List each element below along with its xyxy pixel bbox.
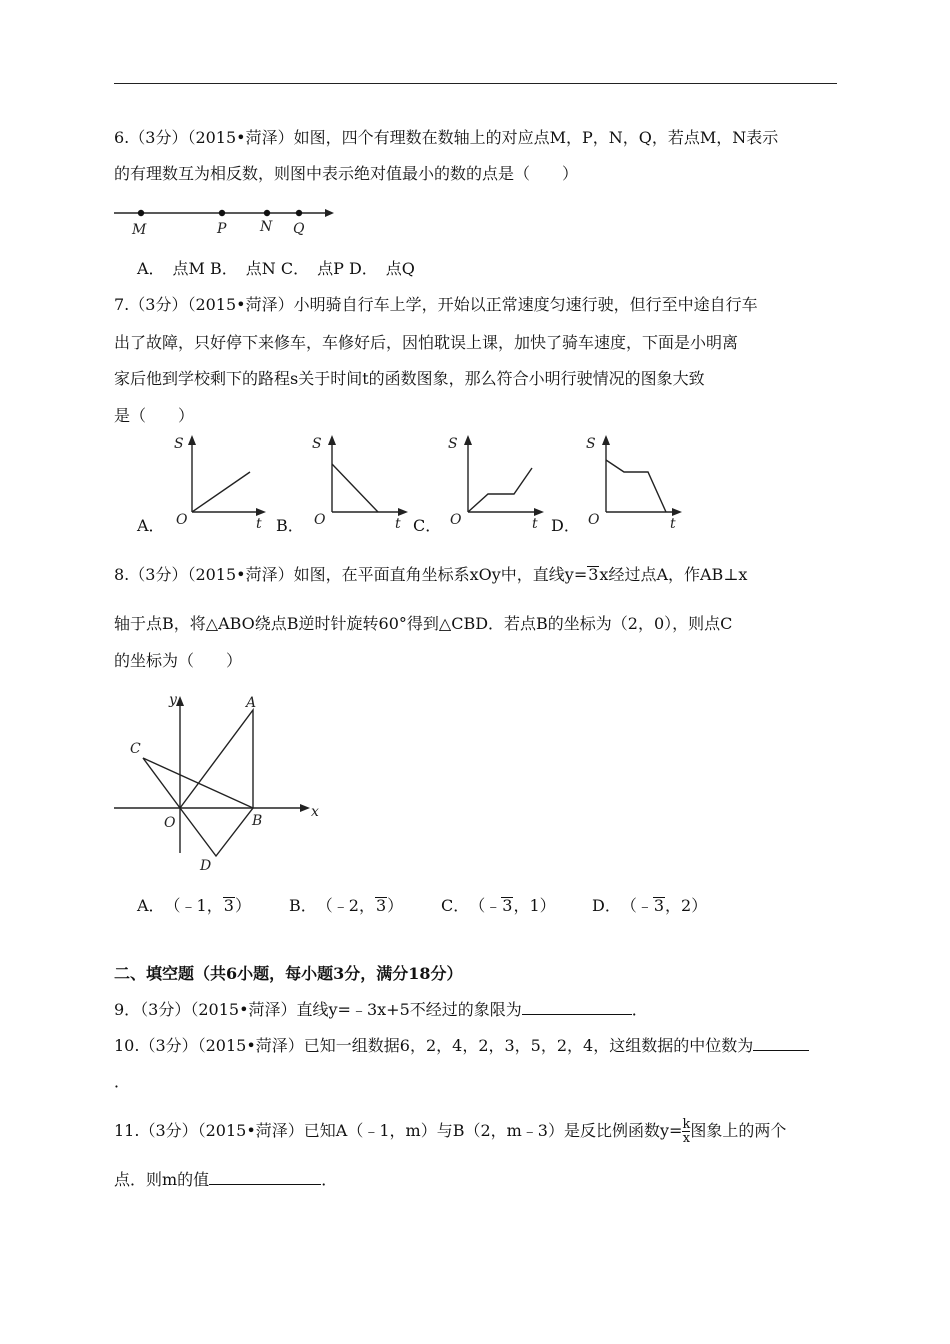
label-p: P — [217, 221, 227, 237]
sqrt-3: 3 — [588, 565, 599, 584]
label-b: B — [252, 813, 263, 829]
q8-option-a: A． （﹣1，3） — [137, 896, 251, 915]
q7-line3: 家后他到学校剩下的路程s关于时间t的函数图象，那么符合小明行驶情况的图象大致 — [114, 369, 705, 388]
q7-graph-b — [310, 432, 420, 532]
point-n — [264, 210, 270, 216]
q10: 10.（3分）（2015•菏泽）已知一组数据6，2，4，2，3，5，2，4，这组数据的中位数为 — [114, 1036, 809, 1056]
label-q: Q — [293, 221, 305, 237]
q8-line3: 的坐标为（ ） — [114, 651, 243, 670]
q11-line2: 点．则m的值 ． — [114, 1170, 338, 1189]
origin: O — [314, 512, 326, 528]
q6-options: A． 点M B． 点N C． 点P D． 点Q — [137, 259, 415, 278]
q8-line1: 8.（3分）（2015•菏泽）如图，在平面直角坐标系xOy中，直线y=3x经过点A，作AB⊥x — [114, 565, 748, 584]
label-a: A — [246, 695, 257, 711]
q7-line2: 出了故障，只好停下来修车，车修好后，因怕耽误上课，加快了骑车速度，下面是小明离 — [114, 333, 739, 352]
axis-t: t — [670, 516, 676, 532]
q6-line2: 的有理数互为相反数，则图中表示绝对值最小的数的点是（ ） — [114, 164, 579, 183]
q10-end: ． — [114, 1072, 131, 1091]
q11-line1: 11.（3分）（2015•菏泽）已知A（﹣1，m）与B（2，m﹣3）是反比例函数y= $\frac{k}{x}$ 图象上的两个 — [114, 1117, 787, 1146]
q7-option-b: B． — [276, 516, 304, 535]
q8-figure — [114, 688, 344, 878]
label-x: x — [311, 804, 319, 820]
q7-line1: 7.（3分）（2015•菏泽）小明骑自行车上学，开始以正常速度匀速行驶，但行至中途自行车 — [114, 295, 758, 314]
q7-graph-c — [446, 432, 556, 532]
axis-t: t — [532, 516, 538, 532]
origin: O — [176, 512, 188, 528]
label-n: N — [260, 219, 273, 235]
q7-graph-d — [584, 432, 694, 532]
axis-t: t — [256, 516, 262, 532]
q7-option-c: C． — [413, 516, 442, 535]
q8-line2: 轴于点B，将△ABO绕点B逆时针旋转60°得到△CBD．若点B的坐标为（2，0），则点C — [114, 614, 733, 633]
q8-option-b: B． （﹣2，3） — [289, 896, 404, 915]
fraction-k-over-x: $\frac{k}{x}$ — [682, 1117, 691, 1146]
q11-answer-blank[interactable] — [209, 1170, 321, 1185]
q7-line4: 是（ ） — [114, 406, 195, 425]
axis-t: t — [395, 516, 401, 532]
axis-s: S — [448, 436, 458, 452]
label-m: M — [132, 222, 147, 238]
axis-s: S — [312, 436, 322, 452]
q7-graph-a — [170, 432, 280, 532]
q9: 9．（3分）（2015•菏泽）直线y=﹣3x+5不经过的象限为 ． — [114, 1000, 648, 1019]
origin: O — [588, 512, 600, 528]
point-m — [138, 210, 144, 216]
q10-answer-blank[interactable] — [753, 1036, 809, 1051]
axis-s: S — [586, 436, 596, 452]
point-p — [219, 210, 225, 216]
label-d: D — [200, 858, 212, 874]
q6-number-line — [114, 200, 339, 240]
top-rule — [114, 83, 837, 84]
q7-option-a: A． — [137, 516, 165, 535]
label-y: y — [169, 692, 177, 708]
q7-option-d: D． — [551, 516, 580, 535]
point-q — [296, 210, 302, 216]
q9-answer-blank[interactable] — [522, 1000, 632, 1015]
q8-option-c: C． （﹣3，1） — [441, 896, 556, 915]
axis-s: S — [174, 436, 184, 452]
label-o: O — [164, 815, 176, 831]
q6-line1: 6.（3分）（2015•菏泽）如图，四个有理数在数轴上的对应点M，P，N，Q，若点M，N表示 — [114, 128, 779, 147]
section-header: 二、填空题（共6小题，每小题3分，满分18分） — [114, 964, 463, 983]
q8-option-d: D． （﹣3，2） — [592, 896, 708, 915]
label-c: C — [130, 741, 141, 757]
origin: O — [450, 512, 462, 528]
